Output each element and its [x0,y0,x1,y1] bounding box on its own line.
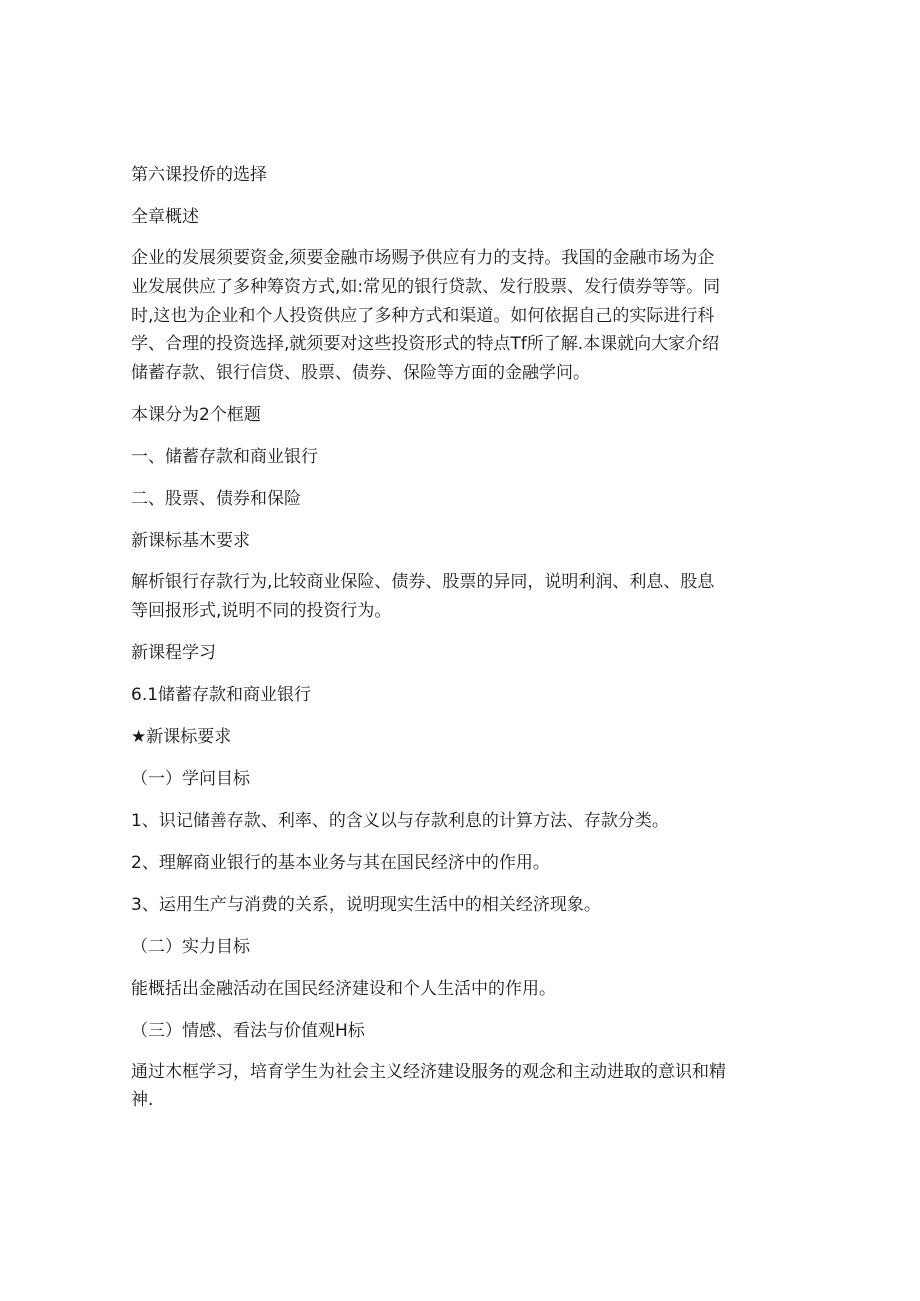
goal-emotion-line: 通过木框学习，培育学生为社会主义经济建设服务的观念和主动进取的意识和精 [131,1061,726,1082]
overview-heading: 全章概述 [131,207,199,227]
standard-heading: 新课标基木要求 [131,530,250,551]
goal-knowledge-heading: （一）学问目标 [131,768,250,789]
overview-line: 储蓄存款、银行信贷、股票、债券、保险等方面的金融学问。 [131,363,590,384]
lesson-heading: 6.1储蓄存款和商业银行 [131,684,312,705]
goal-emotion-paragraph [131,1058,781,1116]
standard-line: 等回报形式,说明不同的投资行为。 [131,600,392,621]
goal-ability-heading: （二）实力目标 [131,936,250,957]
goal-emotion-heading: （三）情感、看法与价值观H标 [131,1020,365,1041]
standard-line: 解析银行存款行为,比较商业保险、债券、股票的异同，说明利润、利息、股息 [131,571,715,592]
overview-line: 企业的发展须要资金,须要金融市场赐予供应有力的支持。我国的金融市场为企 [131,248,715,268]
goal-ability-text: 能概括出金融活动在国民经济建设和个人生活中的作用。 [131,978,556,999]
overview-line: 业发展供应了多种筹资方式,如:常见的银行贷款、发行股票、发行债券等等。同 [131,276,721,297]
lesson-title: 第六课投侨的选择 [131,165,267,185]
goal-knowledge-item: 2、理解商业银行的基本业务与其在国民经济中的作用。 [131,852,550,873]
section-item-2: 二、股票、债券和保险 [131,488,301,509]
goal-knowledge-item: 3、运用生产与消费的关系，说明现实生活中的相关经济现象。 [131,894,601,915]
overview-paragraph [131,244,781,388]
standard-paragraph [131,568,781,626]
overview-line: 时,这也为企业和个人投资供应了多种方式和渠道。如何依据自己的实际进行科 [131,305,715,326]
goal-knowledge-item: 1、识记储善存款、利率、的含义以与存款利息的计算方法、存款分类。 [131,810,669,831]
document-page [131,160,781,1127]
requirement-heading: ★新课标要求 [131,726,232,747]
sections-intro: 本课分为2个框题 [131,404,261,425]
overview-line: 学、合理的投资选择,就须要对这些投资形式的特点Tf所了解.本课就向大家介绍 [131,334,720,355]
section-item-1: 一、储蓄存款和商业银行 [131,446,318,467]
goal-emotion-line: 神. [131,1090,154,1111]
study-heading: 新课程学习 [131,642,216,663]
